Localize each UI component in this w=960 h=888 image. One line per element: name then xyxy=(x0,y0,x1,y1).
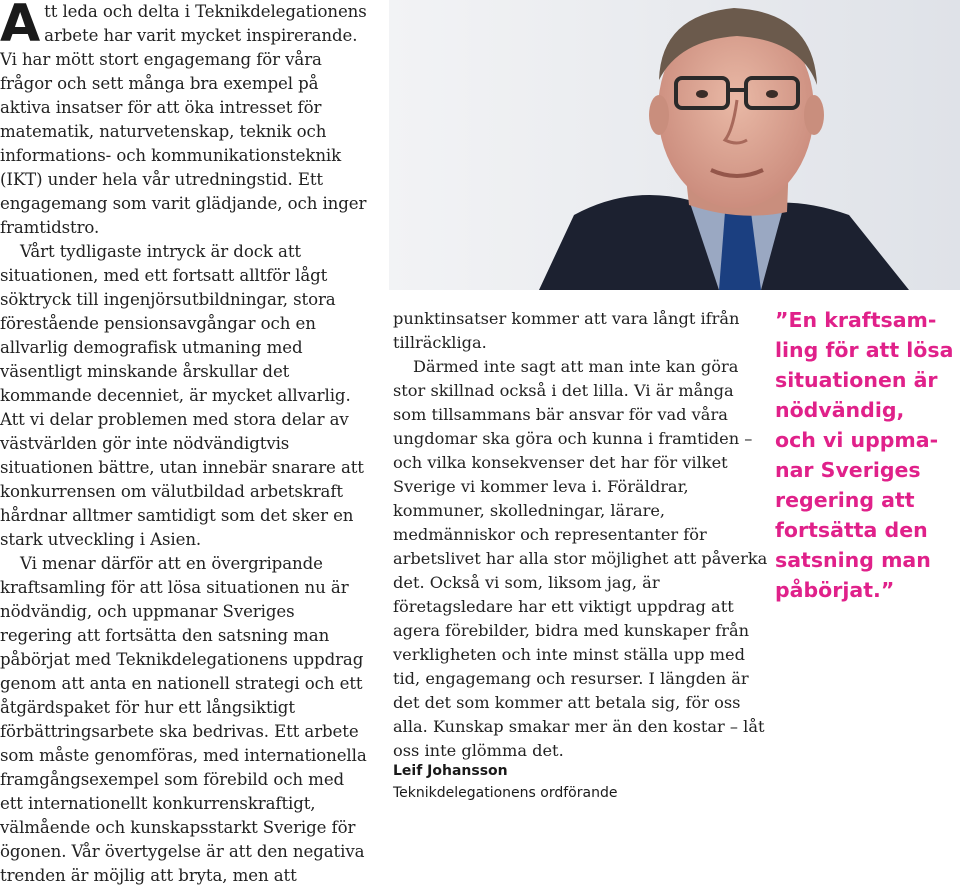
pull-quote-line: och vi uppma- xyxy=(775,428,939,452)
intro-text: tt leda och delta i Teknikdelegationens arbete har varit mycket inspirerande. Vi har mött stort engagemang för våra frågor och sett många bra exempel på aktiva insatser för att öka intresset för matematik, naturvetenskap, teknik och informations- och kommunikationsteknik (IKT) under hela vår utredningstid. Ett engagemang som varit glädjande, och inger framtidstro. xyxy=(0,2,367,237)
pull-quote-line: ling för att lösa xyxy=(775,338,954,362)
pull-quote-line: påbörjat.” xyxy=(775,578,895,602)
portrait-illustration xyxy=(389,0,960,290)
pull-quote-line: satsning man xyxy=(775,548,931,572)
pull-quote-line: regering att xyxy=(775,488,915,512)
body-paragraph: Vårt tydligaste intryck är dock att situationen, med ett fortsatt alltför lågt söktryck till ingenjörsutbildningar, stora förestående pensionsavgångar och en allvarlig demografisk utmaning med väsentligt minskande årskullar det kommande decenniet, är mycket allvarlig. Att vi delar problemen med stora delar av västvärlden gör inte nödvändigtvis situationen bättre, utan innebär snarare att konkurrensen om välutbildad arbetskraft hårdnar alltmer samtidigt som det sker en stark utveckling i Asien. xyxy=(0,242,364,549)
signature-name: Leif Johansson xyxy=(393,763,508,779)
article-mid-column xyxy=(393,307,768,763)
dropcap: A xyxy=(0,0,41,54)
portrait-photo xyxy=(389,0,960,290)
signature xyxy=(393,760,763,804)
pull-quote-line: nödvändig, xyxy=(775,398,905,422)
signature-title: Teknikdelegationens ordförande xyxy=(393,785,618,801)
pull-quote-line: ”En kraftsam- xyxy=(775,308,937,332)
body-paragraph: Vi menar därför att en övergripande kraftsamling för att lösa situationen nu är nödvändig, och uppmanar Sveriges regering att fortsätta den satsning man påbörjat med Teknikdelegationens uppdrag genom att anta en nationell strategi och ett åtgärdspaket för hur ett långsiktigt förbättringsarbete ska bedrivas. Ett arbete som måste genomföras, med internationella framgångsexempel som förebild och med ett internationellt konkurrenskraftigt, välmående och kunskapsstarkt Sverige för ögonen. Vår övertygelse är att den negativa trenden är möjlig att bryta, men att xyxy=(0,554,367,885)
article-left-column xyxy=(0,0,370,888)
body-paragraph: Därmed inte sagt att man inte kan göra stor skillnad också i det lilla. Vi är många som tillsammans bär ansvar för vad våra ungdomar ska göra och kunna i framtiden – och vilka konsekvenser det har för vilket Sverige vi kommer leva i. Föräldrar, kommuner, skolledningar, lärare, medmänniskor och representanter för arbetslivet har alla stor möjlighet att påverka det. Också vi som, liksom jag, är företagsledare har ett viktigt uppdrag att agera förebilder, bidra med kunskaper från verkligheten och inte minst ställa upp med tid, engagemang och resurser. I längden är det det som kommer att betala sig, för oss alla. Kunskap smakar mer än den kostar – låt oss inte glömma det. xyxy=(393,357,768,760)
body-paragraph: punktinsatser kommer att vara långt ifrån tillräckliga. xyxy=(393,309,740,352)
intro-paragraph xyxy=(0,0,370,240)
pull-quote-line: nar Sveriges xyxy=(775,458,921,482)
pull-quote xyxy=(775,305,960,605)
pull-quote-line: fortsätta den xyxy=(775,518,928,542)
pull-quote-line: situationen är xyxy=(775,368,938,392)
